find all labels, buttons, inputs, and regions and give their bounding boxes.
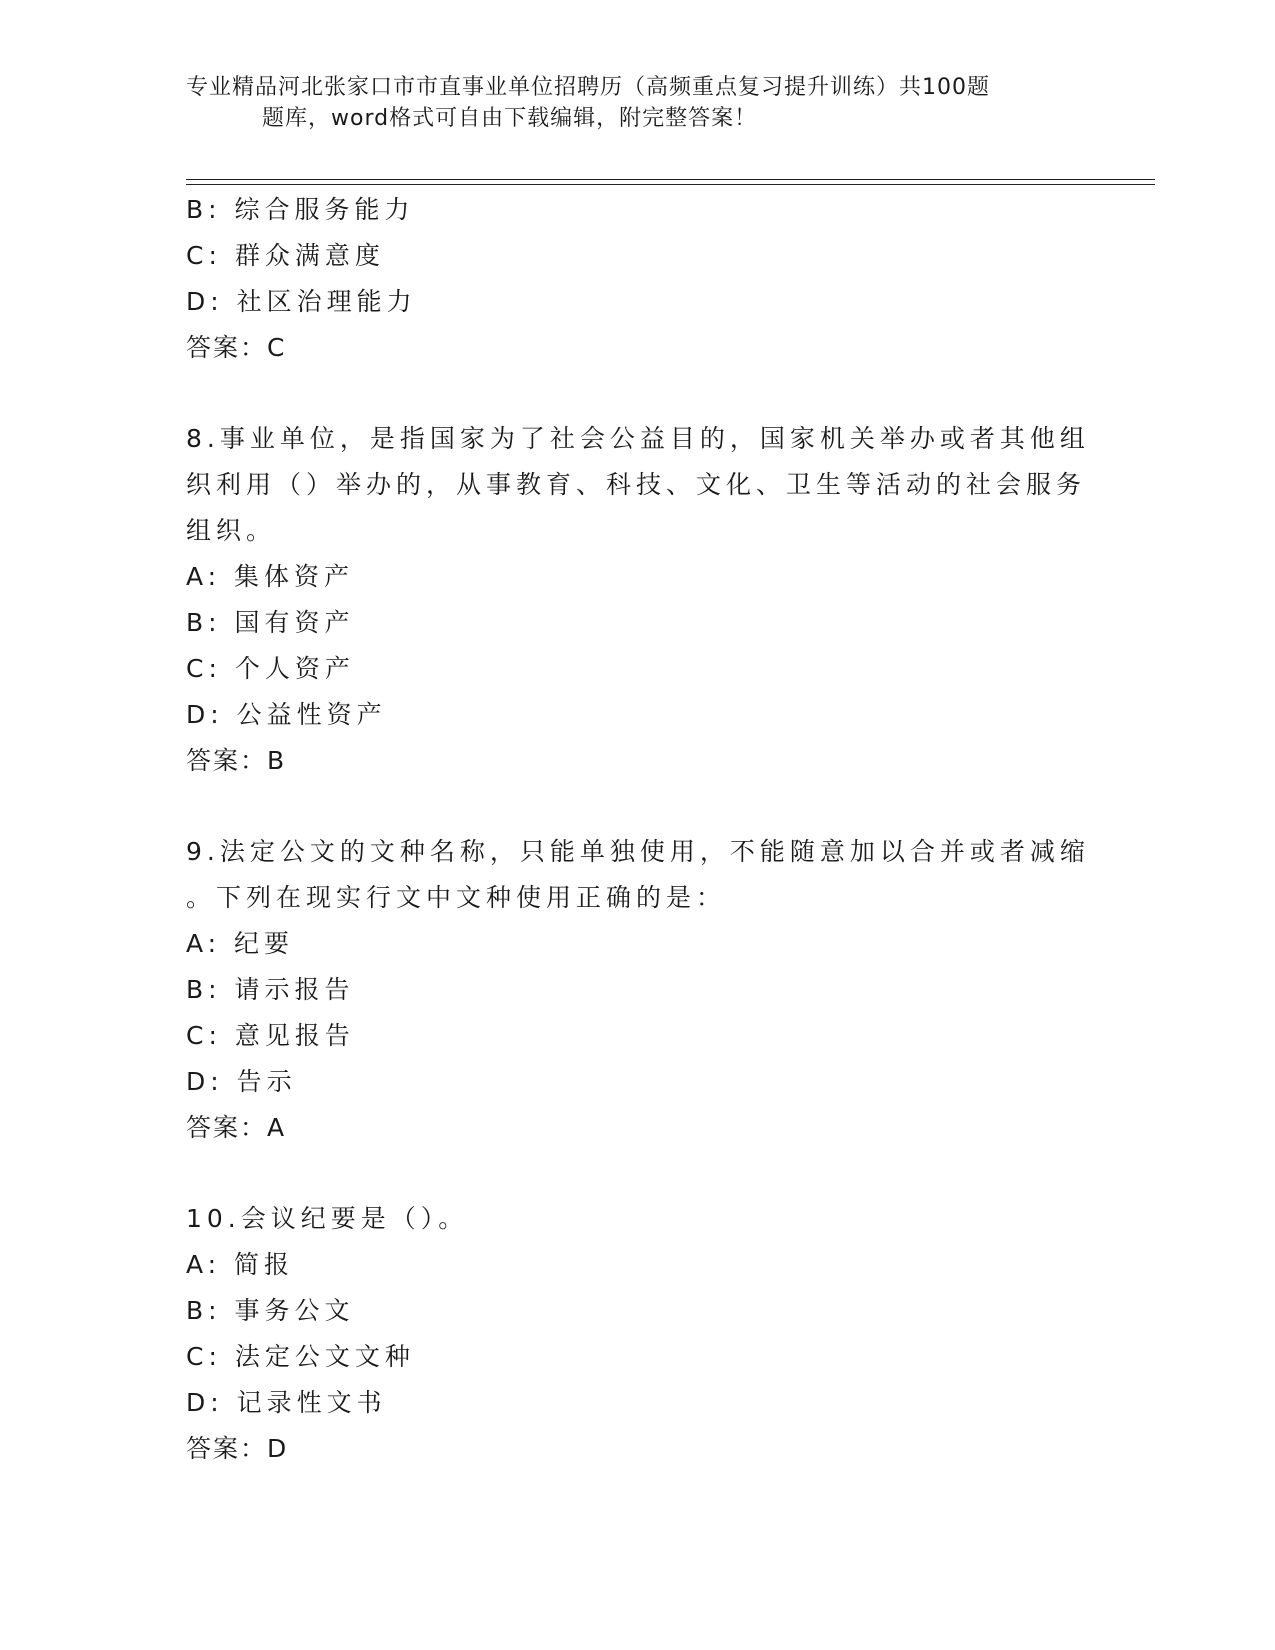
question-list	[186, 187, 1090, 1472]
question-8	[186, 416, 1090, 784]
question-7	[186, 187, 1066, 371]
option-b: B: 综合服务能力	[186, 195, 415, 224]
question-9	[186, 829, 1090, 1151]
option-b: B: 事务公文	[186, 1296, 355, 1325]
option-b: B: 请示报告	[186, 975, 355, 1004]
header-rule-bottom	[186, 184, 1155, 185]
question-text-line: 组织。	[186, 516, 277, 545]
answer: 答案：D	[186, 1434, 289, 1463]
question-text-line: 10.会议纪要是（）。	[186, 1204, 469, 1233]
option-a: A: 集体资产	[186, 562, 355, 591]
option-d: D: 告示	[186, 1067, 297, 1096]
header-title-line1: 专业精品河北张家口市市直事业单位招聘历（高频重点复习提升训练）共100题	[186, 75, 990, 100]
option-c: C: 意见报告	[186, 1021, 355, 1050]
question-text-line: 。下列在现实行文中文种使用正确的是：	[186, 883, 727, 912]
question-text-line: 9.法定公文的文种名称，只能单独使用，不能随意加以合并或者减缩	[186, 837, 1090, 866]
option-c: C: 个人资产	[186, 654, 355, 683]
question-text-line: 织利用（）举办的，从事教育、科技、文化、卫生等活动的社会服务	[186, 470, 1087, 499]
question-10	[186, 1196, 1066, 1472]
option-d: D: 社区治理能力	[186, 287, 417, 316]
option-c: C: 群众满意度	[186, 241, 385, 270]
option-a: A: 纪要	[186, 929, 295, 958]
option-c: C: 法定公文文种	[186, 1342, 415, 1371]
option-b: B: 国有资产	[186, 608, 355, 637]
option-a: A: 简报	[186, 1250, 295, 1279]
header-rule-top	[186, 179, 1155, 180]
answer: 答案：C	[186, 333, 287, 362]
answer: 答案：B	[186, 746, 287, 775]
question-text-line: 8.事业单位，是指国家为了社会公益目的，国家机关举办或者其他组	[186, 424, 1090, 453]
option-d: D: 记录性文书	[186, 1388, 387, 1417]
answer: 答案：A	[186, 1113, 287, 1142]
option-d: D: 公益性资产	[186, 700, 387, 729]
document-header	[186, 72, 1056, 134]
header-title-line2: 题库，word格式可自由下载编辑，附完整答案！	[262, 106, 758, 131]
